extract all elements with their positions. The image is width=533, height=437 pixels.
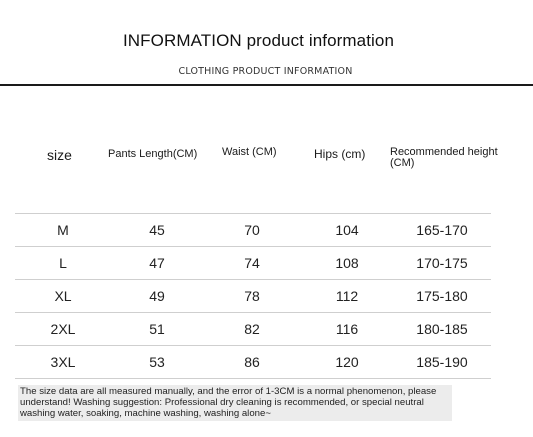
size-table: [15, 213, 491, 379]
pants-length-cell: 53: [149, 354, 165, 370]
hips-cell: 120: [335, 354, 359, 370]
waist-cell: 70: [244, 222, 260, 238]
column-header-waist: Waist (CM): [222, 146, 277, 158]
page-title: INFORMATION product information: [122, 31, 395, 50]
size-cell: 3XL: [50, 354, 76, 370]
waist-cell: 82: [244, 321, 260, 337]
pants-length-cell: 49: [149, 288, 165, 304]
column-header-pants-length: Pants Length(CM): [108, 148, 198, 160]
height-cell: 180-185: [416, 321, 468, 337]
column-header-recommended-height: Recommended height (CM): [390, 146, 498, 169]
waist-cell: 78: [244, 288, 260, 304]
height-cell: 165-170: [416, 222, 468, 238]
waist-cell: 74: [244, 255, 260, 271]
size-cell: L: [59, 255, 67, 271]
hips-cell: 108: [335, 255, 359, 271]
hips-cell: 112: [335, 288, 359, 304]
table-row: [15, 246, 491, 279]
table-row: [15, 213, 491, 246]
height-cell: 175-180: [416, 288, 468, 304]
size-cell: M: [57, 222, 69, 238]
height-cell: 185-190: [416, 354, 468, 370]
pants-length-cell: 47: [149, 255, 165, 271]
table-row: [15, 312, 491, 345]
hips-cell: 116: [335, 321, 359, 337]
header-divider: [0, 84, 533, 86]
pants-length-cell: 45: [149, 222, 165, 238]
hips-cell: 104: [335, 222, 359, 238]
size-note: The size data are all measured manually, and the error of 1-3CM is a normal phenomenon, please understand! Washing suggestion: Professional dry cleaning is recommended, or special neutral washing water, soaking, machine washing, washing alone~: [18, 385, 452, 421]
column-header-size: size: [47, 147, 72, 163]
table-row: [15, 345, 491, 379]
table-row: [15, 279, 491, 312]
size-cell: 2XL: [50, 321, 76, 337]
page-subtitle: CLOTHING PRODUCT INFORMATION: [178, 66, 353, 77]
waist-cell: 86: [244, 354, 260, 370]
height-cell: 170-175: [416, 255, 468, 271]
pants-length-cell: 51: [149, 321, 165, 337]
size-cell: XL: [54, 288, 72, 304]
column-header-hips: Hips (cm): [314, 147, 366, 161]
